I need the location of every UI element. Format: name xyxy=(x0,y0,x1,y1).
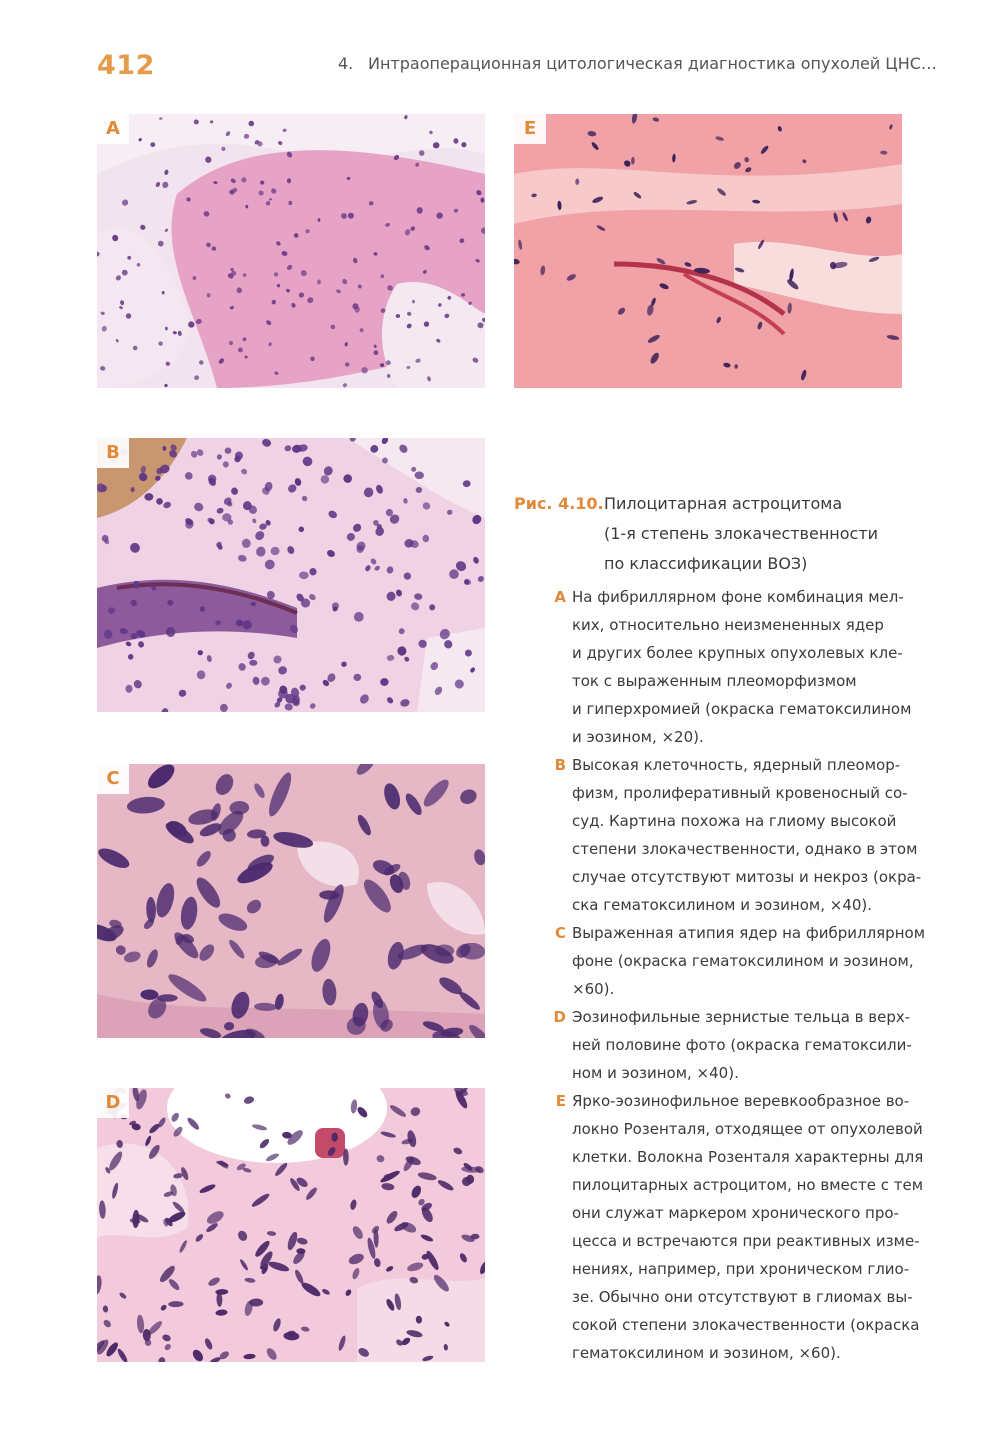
caption-item-a xyxy=(514,583,912,751)
caption-line: цесса и встречаются при реактивных изме- xyxy=(572,1232,920,1250)
nucleus xyxy=(238,348,243,353)
caption-line: зе. Обычно они отсутствуют в глиомах вы- xyxy=(572,1288,913,1306)
caption-line: ких, относительно неизмененных ядер xyxy=(572,616,884,634)
caption-line: степени злокачественности, однако в этом xyxy=(572,840,918,858)
caption-item-d xyxy=(514,1003,912,1087)
caption-line: случае отсутствуют митозы и некроз (окра- xyxy=(572,868,922,886)
figure-heading xyxy=(514,490,906,579)
caption-line: Высокая клеточность, ядерный плеомор- xyxy=(572,756,901,774)
caption-item-text xyxy=(572,919,926,1003)
figure-caption xyxy=(514,490,926,1367)
caption-line: Ярко-эозинофильное веревкообразное во- xyxy=(572,1092,910,1110)
caption-line: ска гематоксилином и эозином, ×40). xyxy=(572,896,873,914)
caption-line: фоне (окраска гематоксилином и эозином, xyxy=(572,952,914,970)
running-head xyxy=(338,54,937,73)
chapter-title: Интраоперационная цитологическая диагностика опухолей ЦНС… xyxy=(368,54,937,73)
caption-line: пилоцитарных астроцитом, но вместе с тем xyxy=(572,1176,924,1194)
micrograph-c xyxy=(97,764,485,1038)
micrograph-c-image xyxy=(97,764,485,1038)
caption-item-c xyxy=(514,919,926,1003)
caption-item-letter: D xyxy=(553,1008,566,1026)
caption-item-text xyxy=(572,1003,912,1087)
micrograph-b xyxy=(97,438,485,712)
figure-title-line: Пилоцитарная астроцитома xyxy=(604,494,843,513)
caption-item-letter: C xyxy=(554,924,566,942)
panel-label-a: A xyxy=(97,114,129,144)
caption-item-text xyxy=(572,751,922,919)
caption-line: нениях, например, при хроническом глио- xyxy=(572,1260,910,1278)
caption-line: сокой степени злокачественности (окраска xyxy=(572,1316,920,1334)
caption-line: гематоксилином и эозином, ×60). xyxy=(572,1344,841,1362)
caption-line: ней половине фото (окраска гематоксили- xyxy=(572,1036,912,1054)
nucleus xyxy=(343,1149,349,1166)
caption-item-letter: A xyxy=(554,588,566,606)
micrograph-e xyxy=(514,114,902,388)
panel-label-c: C xyxy=(97,764,129,794)
micrograph-a-image xyxy=(97,114,485,388)
caption-line: и эозином, ×20). xyxy=(572,728,704,746)
caption-item-text xyxy=(572,583,912,751)
micrograph-e-image xyxy=(514,114,902,388)
caption-line: они служат маркером хронического про- xyxy=(572,1204,899,1222)
caption-line: клетки. Волокна Розенталя характерны для xyxy=(572,1148,924,1166)
nucleus xyxy=(412,300,415,304)
caption-item-b xyxy=(514,751,922,919)
caption-line: и гиперхромией (окраска гематоксилином xyxy=(572,700,912,718)
figure-title-line: по классификации ВОЗ) xyxy=(604,554,808,573)
figure-title-line: (1-я степень злокачественности xyxy=(604,524,879,543)
panel-label-b: B xyxy=(97,438,129,468)
micrograph-a xyxy=(97,114,485,388)
caption-line: суд. Картина похожа на глиому высокой xyxy=(572,812,897,830)
figure-label: Рис. 4.10. xyxy=(514,494,604,513)
caption-line: ном и эозином, ×40). xyxy=(572,1064,739,1082)
caption-item-letter: B xyxy=(554,756,566,774)
panel-label-d: D xyxy=(97,1088,129,1118)
caption-line: ×60). xyxy=(572,980,615,998)
caption-line: ток с выраженным плеоморфизмом xyxy=(572,672,857,690)
caption-item-letter: E xyxy=(555,1092,566,1110)
caption-line: и других более крупных опухолевых кле- xyxy=(572,644,903,662)
nucleus xyxy=(242,539,251,548)
caption-item-text xyxy=(572,1087,924,1367)
caption-items xyxy=(514,583,926,1367)
nucleus xyxy=(417,207,423,214)
micrograph-d-image xyxy=(97,1088,485,1362)
page-number: 412 xyxy=(97,50,155,81)
caption-line: Выраженная атипия ядер на фибриллярном xyxy=(572,924,926,942)
micrograph-d xyxy=(97,1088,485,1362)
caption-line: физм, пролиферативный кровеносный со- xyxy=(572,784,908,802)
panel-label-e: E xyxy=(514,114,546,144)
caption-line: На фибриллярном фоне комбинация мел- xyxy=(572,588,904,606)
figure-title xyxy=(604,489,878,579)
micrograph-b-image xyxy=(97,438,485,712)
caption-line: локно Розенталя, отходящее от опухолевой xyxy=(572,1120,923,1138)
caption-line: Эозинофильные зернистые тельца в верх- xyxy=(572,1008,911,1026)
chapter-number: 4. xyxy=(338,54,354,73)
caption-item-e xyxy=(514,1087,924,1367)
